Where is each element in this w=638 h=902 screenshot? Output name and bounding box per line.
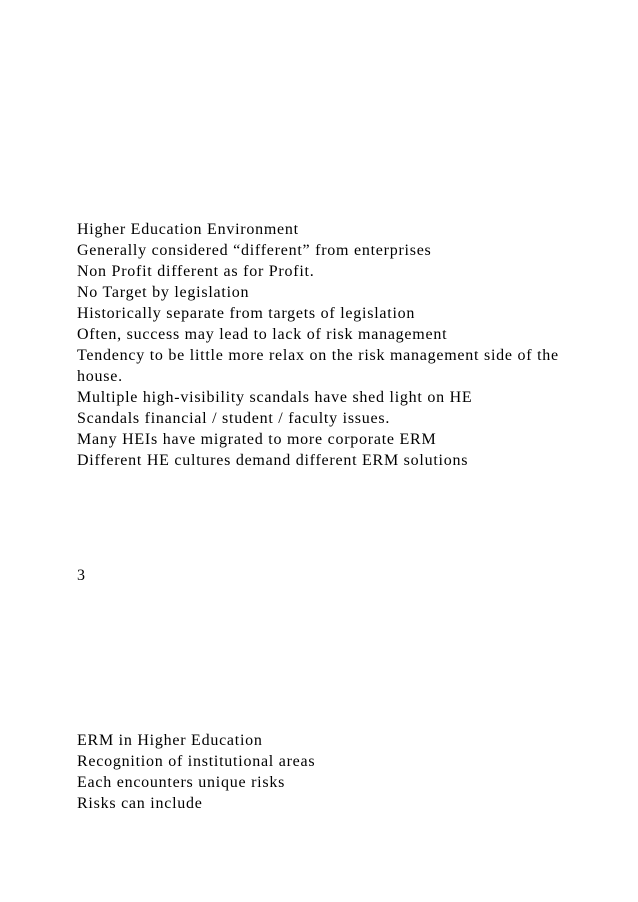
text-line: Multiple high-visibility scandals have shed light on HE — [77, 389, 473, 406]
text-line: No Target by legislation — [77, 284, 250, 301]
text-line: Tendency to be little more relax on the risk management side of the house. — [77, 347, 559, 385]
text-line: Historically separate from targets of legislation — [77, 305, 416, 322]
text-line: Each encounters unique risks — [77, 774, 286, 791]
text-line: Generally considered “different” from enterprises — [77, 242, 432, 259]
section-heading: ERM in Higher Education — [77, 732, 263, 749]
text-line: Many HEIs have migrated to more corporate ERM — [77, 431, 437, 448]
text-line: Different HE cultures demand different ERM solutions — [77, 452, 469, 469]
section-erm-in-higher-education — [77, 730, 597, 814]
text-line: Scandals financial / student / faculty issues. — [77, 410, 391, 427]
page-number-text: 3 — [77, 567, 86, 584]
text-line: Often, success may lead to lack of risk management — [77, 326, 448, 343]
section-heading: Higher Education Environment — [77, 221, 299, 238]
text-line: Recognition of institutional areas — [77, 753, 316, 770]
text-line: Risks can include — [77, 795, 203, 812]
page-number — [77, 565, 597, 586]
section-higher-education-environment — [77, 219, 597, 471]
text-line: Non Profit different as for Profit. — [77, 263, 315, 280]
